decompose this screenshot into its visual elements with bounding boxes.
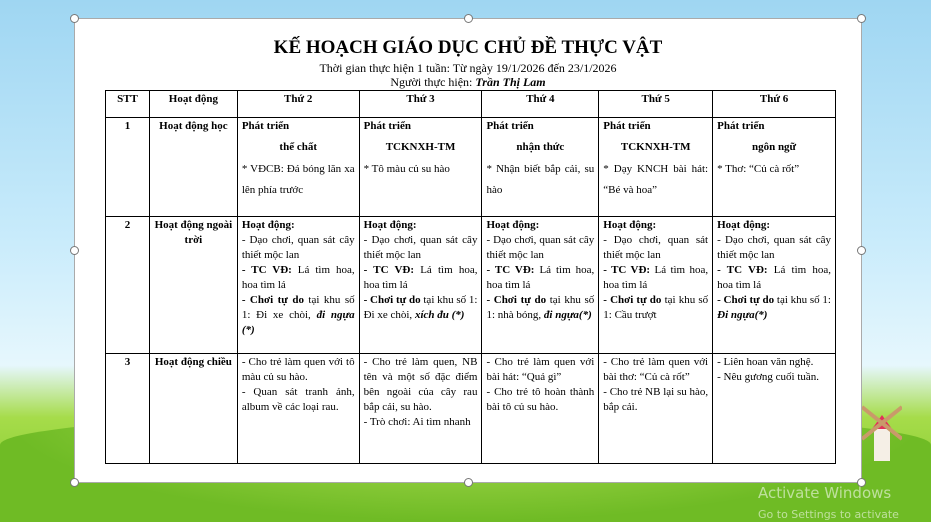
person-name: Trần Thị Lam — [475, 75, 546, 89]
plan-cell — [599, 217, 713, 354]
game-text: Lá tìm hoa, hoa tìm lá — [241, 264, 355, 291]
column-header: Thứ 3 — [359, 91, 482, 118]
plan-cell — [482, 217, 599, 354]
stt-cell: 3 — [106, 354, 150, 464]
domain-name: nhận thức — [516, 141, 565, 153]
stt-cell: 1 — [106, 118, 150, 217]
game-label: - TC VĐ: — [363, 264, 415, 276]
resize-handle[interactable] — [464, 478, 473, 487]
afternoon-item: - Cho trẻ làm quen, NB tên và một số đặc điểm bên ngoài của cây rau bắp cải, su hào. — [363, 356, 478, 413]
lesson-text: * Dạy KNCH bài hát: “Bé và hoa” — [603, 163, 709, 196]
table-row — [106, 217, 836, 354]
activate-windows-hint: Go to Settings to activate — [758, 508, 899, 521]
lesson-text: * Nhận biết bắp cải, su hào — [486, 163, 595, 196]
domain-name: TCKNXH-TM — [385, 141, 456, 153]
lesson-text: * Thơ: “Củ cà rốt” — [717, 163, 800, 175]
heading: Hoạt động: — [363, 219, 417, 231]
afternoon-item: - Trò chơi: Ai tìm nhanh — [363, 416, 471, 428]
page-title: KẾ HOẠCH GIÁO DỤC CHỦ ĐỀ THỰC VẬT — [273, 37, 663, 58]
game-label: - TC VĐ: — [241, 264, 292, 276]
person-label: Người thực hiện: — [390, 75, 476, 89]
heading: Hoạt động: — [241, 219, 295, 231]
game-text: Lá tìm hoa, hoa tìm lá — [363, 264, 478, 291]
column-header: Thứ 5 — [599, 91, 713, 118]
column-header: Thứ 2 — [237, 91, 359, 118]
slide-frame[interactable] — [74, 18, 862, 483]
column-header: STT — [106, 91, 150, 118]
plan-cell — [237, 354, 359, 464]
free-play-label: - Chơi tự do — [241, 294, 304, 306]
domain-label: Phát triển — [363, 120, 411, 132]
column-header: Thứ 4 — [482, 91, 599, 118]
windmill-icon — [862, 405, 902, 465]
plan-cell — [237, 217, 359, 354]
game-label: - TC VĐ: — [717, 264, 768, 276]
free-play-label: - Chơi tự do — [717, 294, 775, 306]
free-play-emphasis: xích đu (*) — [414, 309, 465, 321]
free-play-label: - Chơi tự do — [363, 294, 421, 306]
plan-cell — [359, 217, 482, 354]
plan-cell — [237, 118, 359, 217]
plan-cell — [599, 354, 713, 464]
table-row — [106, 354, 836, 464]
person-line — [75, 75, 861, 90]
plan-cell — [599, 118, 713, 217]
game-text: Lá tìm hoa, hoa tìm lá — [717, 264, 831, 291]
plan-cell — [359, 354, 482, 464]
afternoon-item: - Cho trẻ làm quen với tô màu củ su hào. — [241, 356, 355, 383]
free-play-text: tại khu số 1: nhà bóng, — [486, 294, 595, 321]
resize-handle[interactable] — [857, 14, 866, 23]
plan-cell — [482, 354, 599, 464]
afternoon-item: - Quan sát tranh ảnh, album về các loại rau. — [241, 386, 355, 413]
free-play-emphasis: Đi ngựa(*) — [717, 309, 768, 321]
resize-handle[interactable] — [70, 246, 79, 255]
plan-cell — [713, 354, 836, 464]
plan-cell — [359, 118, 482, 217]
domain-label: Phát triển — [603, 120, 651, 132]
plan-cell — [713, 118, 836, 217]
walk-text: - Dạo chơi, quan sát cây thiết mộc lan — [363, 234, 478, 261]
afternoon-item: - Nêu gương cuối tuần. — [717, 371, 820, 383]
afternoon-item: - Liên hoan văn nghệ. — [717, 356, 814, 368]
header-row — [106, 91, 836, 118]
domain-name: ngôn ngữ — [751, 141, 797, 153]
walk-text: - Dạo chơi, quan sát thiết mộc lan — [603, 234, 709, 261]
free-play-text: tại khu số 1: Đi xe chòi, — [241, 294, 355, 321]
domain-label: Phát triển — [717, 120, 765, 132]
resize-handle[interactable] — [857, 246, 866, 255]
afternoon-item: - Cho trẻ NB lại su hào, bắp cải. — [603, 386, 709, 413]
activity-cell: Hoạt động ngoài trời — [149, 217, 237, 354]
game-text: Lá tìm hoa, hoa tìm lá — [486, 264, 595, 291]
subtitle: Thời gian thực hiện 1 tuần: Từ ngày 19/1/2026 đến 23/1/2026 — [319, 61, 617, 75]
domain-name: TCKNXH-TM — [620, 141, 691, 153]
game-text: Lá tìm hoa, hoa tìm lá — [603, 264, 709, 291]
stt-cell: 2 — [106, 217, 150, 354]
lesson-text: * VĐCB: Đá bóng lăn xa lên phía trước — [241, 163, 355, 196]
free-play-emphasis: đi ngựa (*) — [241, 309, 355, 336]
heading: Hoạt động: — [486, 219, 540, 231]
free-play-text: tại khu số 1: Đi xe chòi, — [363, 294, 478, 321]
domain-label: Phát triển — [241, 120, 290, 132]
domain-name: thể chất — [279, 141, 317, 153]
walk-text: - Dạo chơi, quan sát cây thiết mộc lan — [717, 234, 831, 261]
walk-text: - Dạo chơi, quan sát cây thiết mộc lan — [486, 234, 595, 261]
walk-text: - Dạo chơi, quan sát cây thiết mộc lan — [241, 234, 355, 261]
column-header: Hoạt động — [149, 91, 237, 118]
game-label: - TC VĐ: — [486, 264, 535, 276]
activate-windows-watermark: Activate Windows — [758, 484, 892, 502]
free-play-label: - Chơi tự do — [486, 294, 547, 306]
activity-cell: Hoạt động chiều — [149, 354, 237, 464]
free-play-text: tại khu số 1: Cầu trượt — [603, 294, 709, 321]
plan-cell — [713, 217, 836, 354]
table-row — [106, 118, 836, 217]
plan-table — [105, 90, 836, 464]
lesson-text: * Tô màu củ su hào — [363, 163, 450, 175]
afternoon-item: - Cho trẻ tô hoàn thành bài tô củ su hào. — [486, 386, 595, 413]
afternoon-item: - Cho trẻ làm quen với bài thơ: “Củ cà rốt” — [603, 356, 709, 383]
heading: Hoạt động: — [717, 219, 770, 231]
afternoon-item: - Cho trẻ làm quen với bài hát: “Quả gì” — [486, 356, 595, 383]
free-play-text: tại khu số 1: — [774, 294, 831, 306]
resize-handle[interactable] — [70, 478, 79, 487]
domain-label: Phát triển — [486, 120, 534, 132]
free-play-label: - Chơi tự do — [603, 294, 662, 306]
column-header: Thứ 6 — [713, 91, 836, 118]
free-play-emphasis: đi ngựa(*) — [543, 309, 592, 321]
resize-handle[interactable] — [70, 14, 79, 23]
heading: Hoạt động: — [603, 219, 657, 231]
plan-cell — [482, 118, 599, 217]
resize-handle[interactable] — [464, 14, 473, 23]
game-label: - TC VĐ: — [603, 264, 651, 276]
activity-cell: Hoạt động học — [149, 118, 237, 217]
